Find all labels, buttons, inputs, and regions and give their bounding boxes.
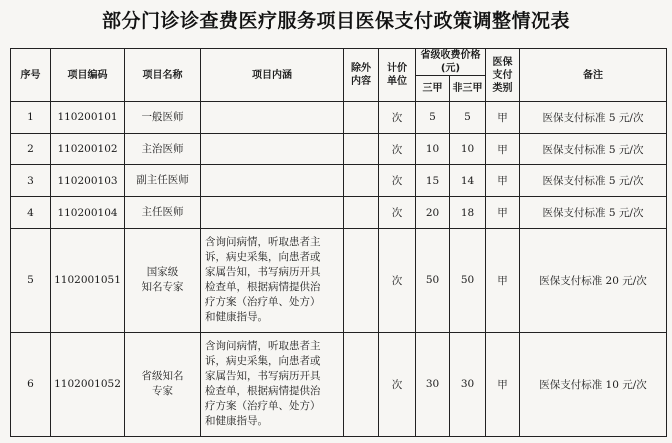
cell-name: 主治医师 (125, 133, 201, 165)
table-row (11, 197, 667, 229)
cell-name: 国家级 知名专家 (125, 228, 201, 332)
cell-category: 甲 (486, 133, 520, 165)
cell-name: 副主任医师 (125, 165, 201, 197)
cell-exclusion (344, 102, 379, 134)
cell-remark: 医保支付标准 5 元/次 (520, 102, 667, 134)
cell-seq: 2 (11, 133, 51, 165)
cell-category: 甲 (486, 165, 520, 197)
cell-category: 甲 (486, 228, 520, 332)
cell-seq: 1 (11, 102, 51, 134)
cell-seq: 6 (11, 332, 51, 436)
header-exclusion: 除外 内容 (344, 49, 379, 102)
cell-exclusion (344, 332, 379, 436)
cell-content (201, 197, 344, 229)
cell-category: 甲 (486, 197, 520, 229)
cell-exclusion (344, 133, 379, 165)
cell-code: 110200103 (51, 165, 125, 197)
cell-code: 110200102 (51, 133, 125, 165)
cell-price-non-tier3: 14 (450, 165, 486, 197)
cell-seq: 3 (11, 165, 51, 197)
table-row (11, 102, 667, 134)
cell-price-tier3: 30 (416, 332, 450, 436)
cell-remark: 医保支付标准 20 元/次 (520, 228, 667, 332)
cell-seq: 4 (11, 197, 51, 229)
cell-unit: 次 (379, 133, 416, 165)
cell-price-non-tier3: 18 (450, 197, 486, 229)
header-category: 医保 支付 类别 (486, 49, 520, 102)
cell-content: 含询问病情，听取患者主 诉，病史采集，向患者或 家属告知，书写病历开具 检查单，根据病情提供治 疗方案（治疗单、处方） 和健康指导。 (201, 228, 344, 332)
cell-price-tier3: 5 (416, 102, 450, 134)
table-row (11, 165, 667, 197)
cell-remark: 医保支付标准 5 元/次 (520, 133, 667, 165)
cell-price-non-tier3: 50 (450, 228, 486, 332)
header-seq: 序号 (11, 49, 51, 102)
cell-price-tier3: 10 (416, 133, 450, 165)
cell-name: 省级知名 专家 (125, 332, 201, 436)
header-unit: 计价 单位 (379, 49, 416, 102)
cell-price-tier3: 20 (416, 197, 450, 229)
header-code: 项目编码 (51, 49, 125, 102)
header-non-tier3: 非三甲 (450, 76, 486, 102)
cell-price-non-tier3: 10 (450, 133, 486, 165)
cell-unit: 次 (379, 197, 416, 229)
table-row (11, 332, 667, 436)
cell-content (201, 165, 344, 197)
cell-unit: 次 (379, 165, 416, 197)
fee-policy-table (10, 48, 667, 437)
cell-price-non-tier3: 30 (450, 332, 486, 436)
table-row (11, 133, 667, 165)
cell-code: 110200104 (51, 197, 125, 229)
cell-remark: 医保支付标准 10 元/次 (520, 332, 667, 436)
header-price-group: 省级收费价格 (元) (416, 49, 486, 76)
cell-seq: 5 (11, 228, 51, 332)
cell-remark: 医保支付标准 5 元/次 (520, 165, 667, 197)
cell-price-tier3: 15 (416, 165, 450, 197)
cell-content (201, 102, 344, 134)
header-content: 项目内涵 (201, 49, 344, 102)
cell-content (201, 133, 344, 165)
table-row (11, 228, 667, 332)
header-remark: 备注 (520, 49, 667, 102)
cell-category: 甲 (486, 332, 520, 436)
cell-code: 110200101 (51, 102, 125, 134)
cell-exclusion (344, 228, 379, 332)
cell-price-non-tier3: 5 (450, 102, 486, 134)
cell-content: 含询问病情，听取患者主 诉，病史采集，向患者或 家属告知，书写病历开具 检查单，根据病情提供治 疗方案（治疗单、处方） 和健康指导。 (201, 332, 344, 436)
header-name: 项目名称 (125, 49, 201, 102)
cell-code: 1102001052 (51, 332, 125, 436)
header-tier3: 三甲 (416, 76, 450, 102)
cell-name: 一般医师 (125, 102, 201, 134)
cell-category: 甲 (486, 102, 520, 134)
cell-name: 主任医师 (125, 197, 201, 229)
cell-unit: 次 (379, 102, 416, 134)
cell-unit: 次 (379, 228, 416, 332)
cell-code: 1102001051 (51, 228, 125, 332)
cell-exclusion (344, 197, 379, 229)
document-title: 部分门诊诊查费医疗服务项目医保支付政策调整情况表 (101, 10, 570, 32)
cell-exclusion (344, 165, 379, 197)
cell-remark: 医保支付标准 5 元/次 (520, 197, 667, 229)
cell-price-tier3: 50 (416, 228, 450, 332)
cell-unit: 次 (379, 332, 416, 436)
